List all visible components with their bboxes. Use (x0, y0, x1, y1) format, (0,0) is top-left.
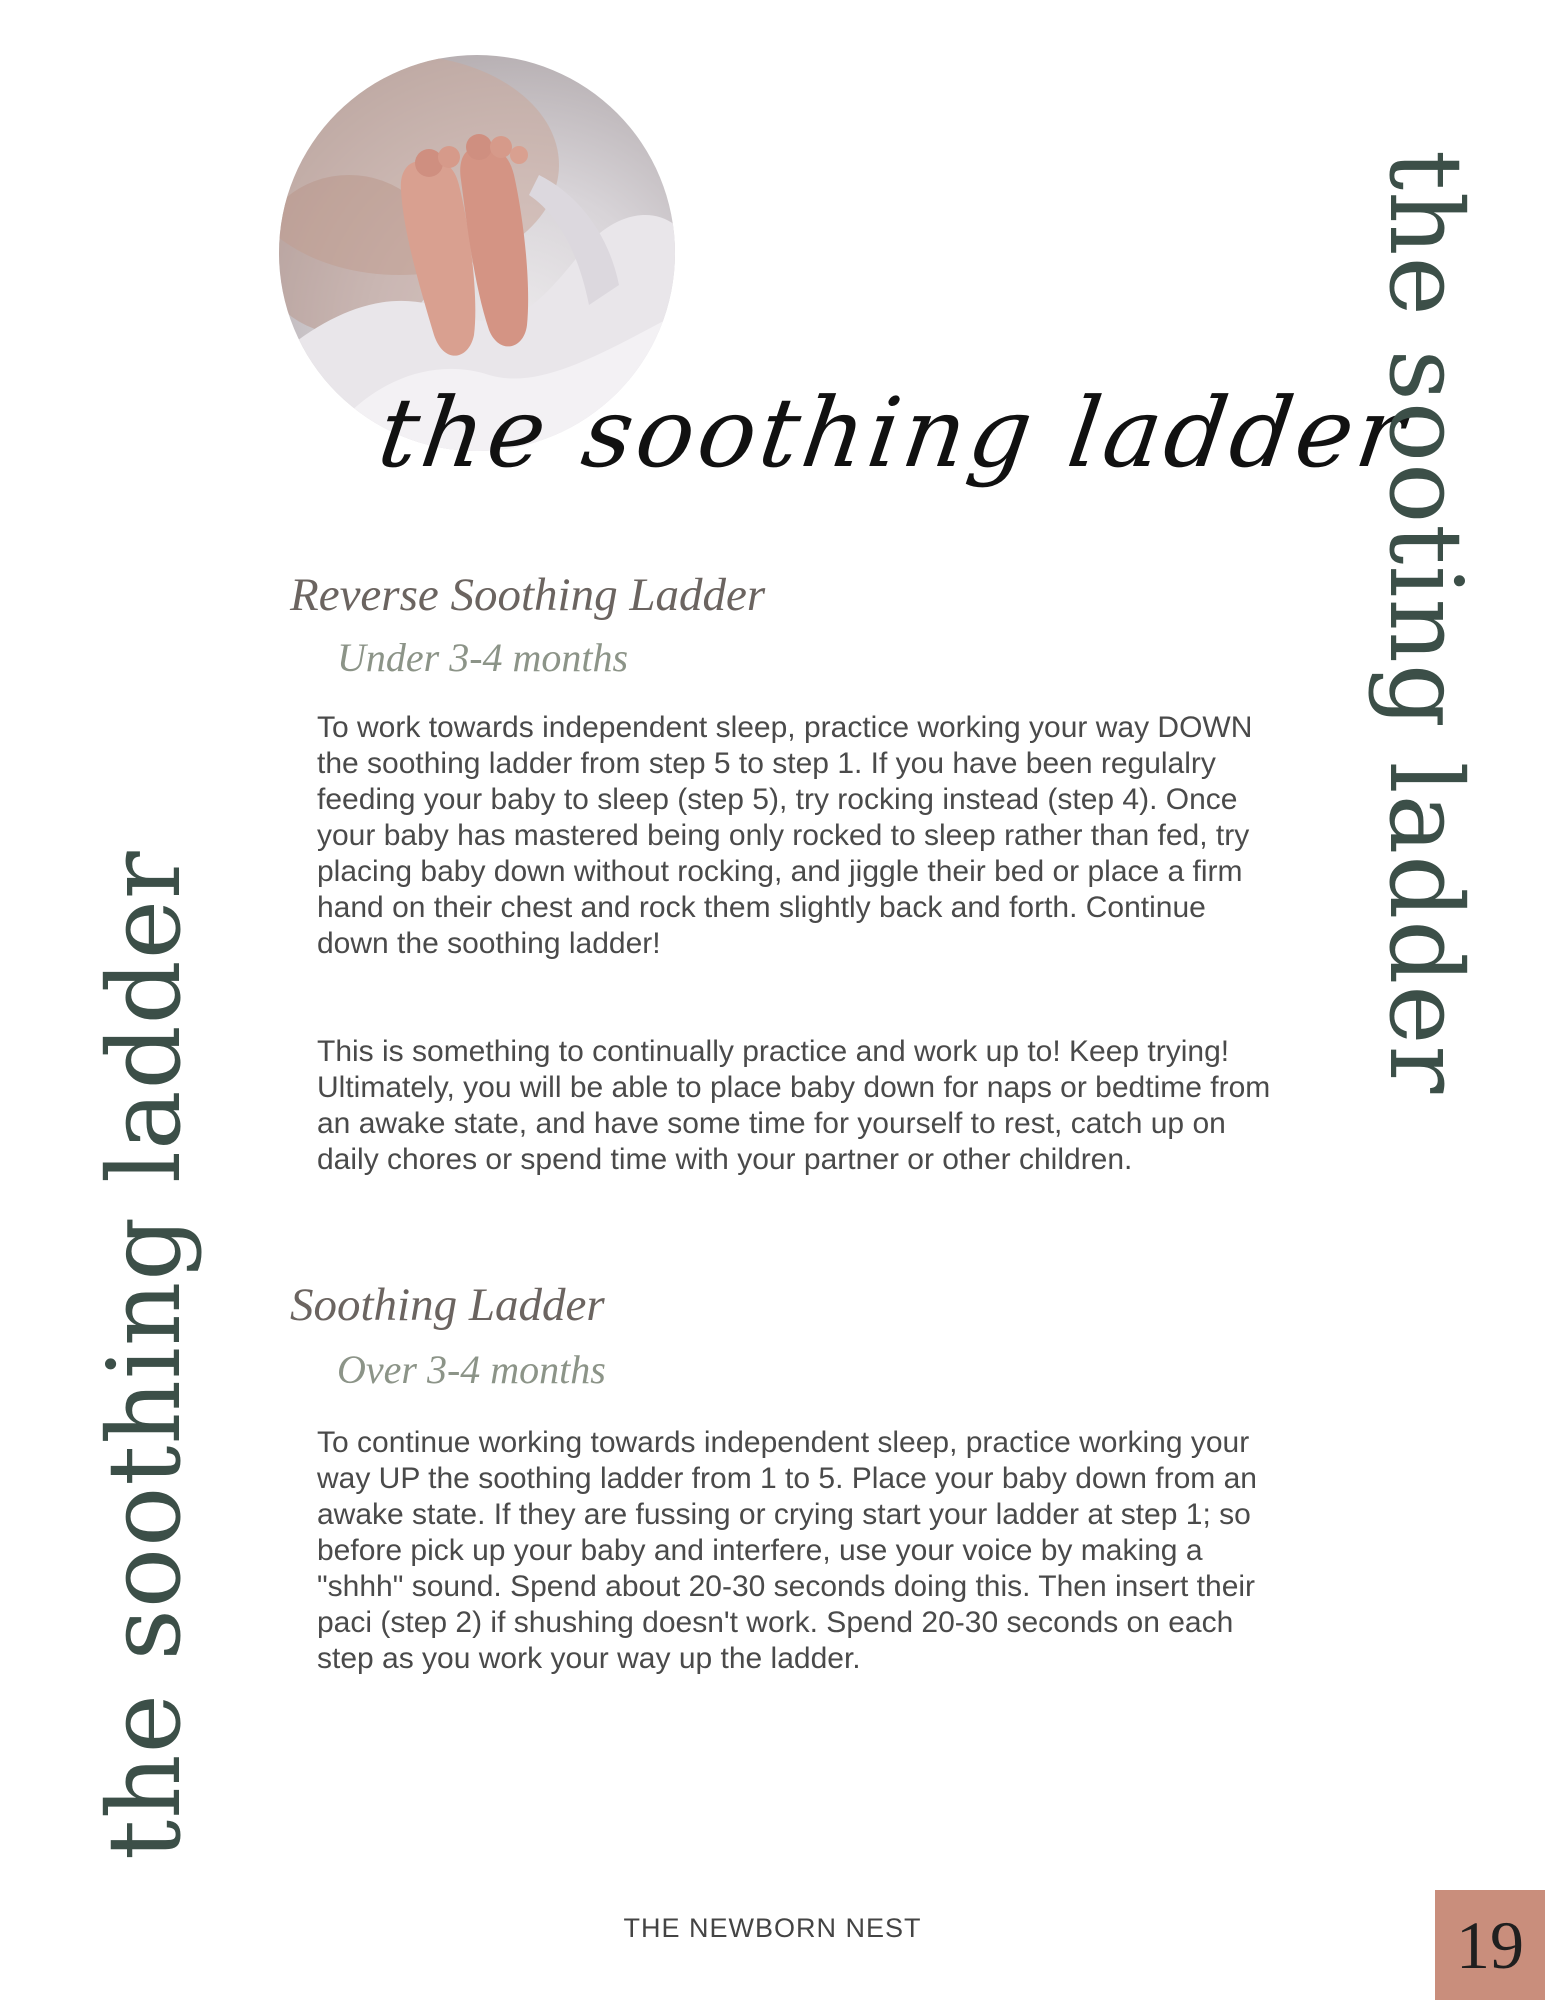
section-subheading-under: Under 3-4 months (337, 635, 629, 680)
page-number: 19 (1456, 1906, 1524, 1983)
section-subheading-over: Over 3-4 months (337, 1347, 606, 1392)
page-number-badge (1435, 1890, 1545, 2000)
section-heading-reverse: Reverse Soothing Ladder (290, 569, 766, 621)
section-heading-soothing: Soothing Ladder (290, 1279, 605, 1331)
footer-brand: THE NEWBORN NEST (623, 1913, 922, 1943)
page-title: the soothing ladder (372, 377, 1415, 489)
side-title-right: the sooting ladder (1367, 150, 1484, 1095)
section-paragraph: To continue working towards independent sleep, practice working your way UP the soothing ladder from 1 to 5. Place your baby down from an awake state. If they are fussing or crying start your ladder at step 1; so before pick up your baby and interfere, use your voice by making a "shhh" sound. Spend about 20-30 seconds doing this. Then insert their paci (step 2) if shushing doesn't work. Spend 20-30 seconds on each step as you work your way up the ladder. (317, 1426, 1257, 1675)
side-title-left: the soothing ladder (86, 850, 203, 1860)
section-paragraph: This is something to continually practice and work up to! Keep trying! Ultimately, you will be able to place baby down for naps or bedtime from an awake state, and have some time for yourself to rest, catch up on daily chores or spend time with your partner or other children. (317, 1035, 1271, 1176)
section-paragraph: To work towards independent sleep, practice working your way DOWN the soothing ladder from step 5 to step 1. If you have been regulalry feeding your baby to sleep (step 5), try rocking instead (step 4). Once your baby has mastered being only rocked to sleep rather than fed, try placing baby down without rocking, and jiggle their bed or place a firm hand on their chest and rock them slightly back and forth. Continue down the soothing ladder! (317, 711, 1253, 960)
